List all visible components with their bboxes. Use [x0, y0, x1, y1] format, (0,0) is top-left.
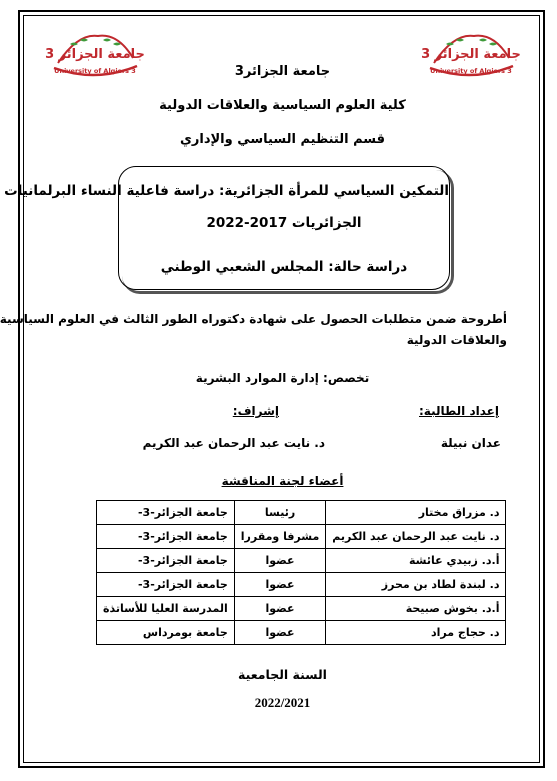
table-row: [97, 501, 506, 525]
academic-year: 2022/2021: [254, 695, 311, 710]
thesis-title-line-2: الجزائريات 2017-2022: [206, 215, 362, 231]
member-name: أ.د. زبيدي عائشة: [326, 549, 506, 573]
university-logo-icon: [421, 28, 521, 88]
member-role: عضوا: [234, 621, 326, 645]
table-row: [97, 525, 506, 549]
member-institution: جامعة الجزائر-3-: [97, 549, 235, 573]
university-logo-icon: [45, 28, 145, 88]
committee-table: [96, 500, 506, 645]
member-institution: جامعة الجزائر-3-: [97, 573, 235, 597]
svg-text:جامعة الجزائر 3: جامعة الجزائر 3: [421, 47, 521, 62]
member-name: د. نايت عبد الرحمان عبد الكريم: [326, 525, 506, 549]
svg-text:جامعة الجزائر 3: جامعة الجزائر 3: [45, 47, 145, 62]
title-box: [4, 166, 450, 290]
member-name: د. حجاج مراد: [326, 621, 506, 645]
member-name: د. لبندة لطاد بن محرز: [326, 573, 506, 597]
table-row: [97, 573, 506, 597]
supervisor-name: د. نايت عبد الرحمان عبد الكريم: [142, 436, 325, 450]
university-logo-left: [45, 28, 145, 88]
page-border-inner: [0, 15, 540, 763]
thesis-title-line-1: التمكين السياسي للمرأة الجزائرية: دراسة فاعلية النساء البرلمانيات: [4, 183, 449, 199]
prepared-by-label: إعداد الطالبة:: [419, 404, 499, 418]
svg-text:University of Algiers 3: University of Algiers 3: [54, 67, 136, 75]
member-name: أ.د. بخوش صبيحة: [326, 597, 506, 621]
specialization: تخصص: إدارة الموارد البشرية: [195, 371, 370, 385]
table-row: [97, 597, 506, 621]
thesis-statement-line-2: والعلاقات الدولية: [406, 333, 507, 347]
member-role: عضوا: [234, 549, 326, 573]
member-institution: المدرسة العليا للأساتذة: [97, 597, 235, 621]
table-row: [97, 621, 506, 645]
committee-title: أعضاء لجنة المناقشة: [221, 474, 344, 488]
member-institution: جامعة الجزائر-3-: [97, 501, 235, 525]
member-role: مشرفا ومقررا: [234, 525, 326, 549]
member-role: رئيسا: [234, 501, 326, 525]
table-row: [97, 549, 506, 573]
member-name: د. مزراق مختار: [326, 501, 506, 525]
thesis-statement-line-1: أطروحة ضمن متطلبات الحصول على شهادة دكتوراه الطور الثالث في العلوم السياسية: [0, 312, 507, 326]
case-study-line: دراسة حالة: المجلس الشعبي الوطني: [160, 259, 408, 275]
university-logo-right: [421, 28, 521, 88]
academic-year-label: السنة الجامعية: [238, 667, 327, 682]
supervision-label: إشراف:: [232, 404, 279, 418]
department-name: قسم التنظيم السياسي والإداري: [179, 132, 386, 147]
faculty-name: كلية العلوم السياسية والعلاقات الدولية: [159, 98, 406, 113]
student-name: عدان نبيلة: [440, 436, 501, 450]
member-institution: جامعة الجزائر-3-: [97, 525, 235, 549]
svg-text:University of Algiers 3: University of Algiers 3: [430, 67, 512, 75]
member-institution: جامعة بومرداس: [97, 621, 235, 645]
member-role: عضوا: [234, 597, 326, 621]
member-role: عضوا: [234, 573, 326, 597]
university-name: جامعة الجزائر3: [234, 64, 331, 79]
